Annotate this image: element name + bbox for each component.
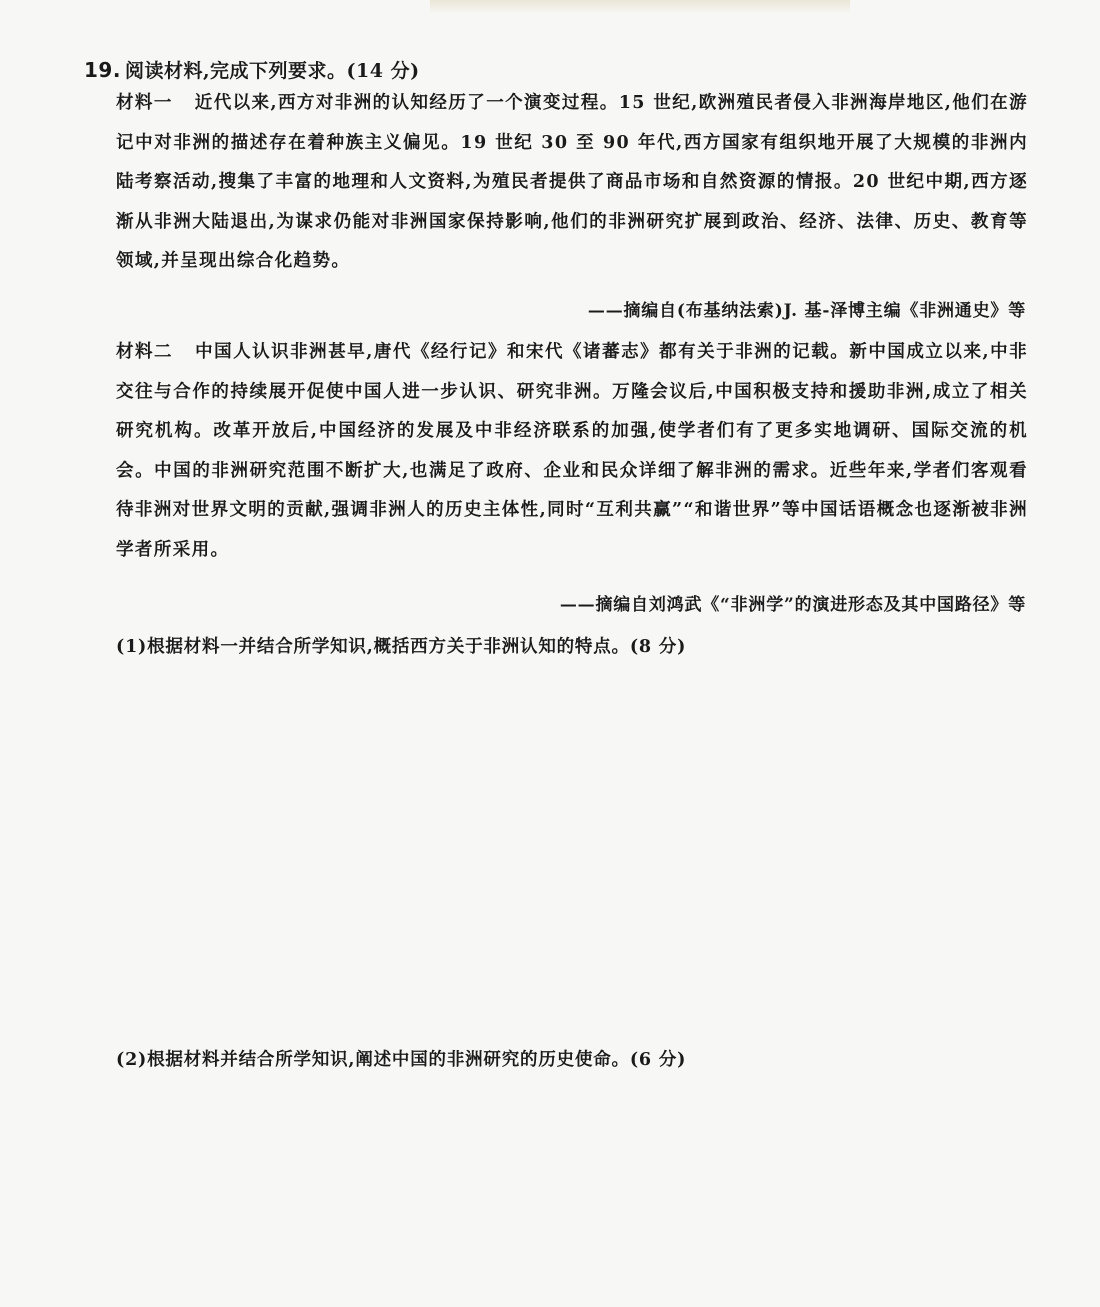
material-one	[116, 84, 1028, 282]
question-number: 19.	[84, 58, 121, 82]
subquestion-1: (1)根据材料一并结合所学知识,概括西方关于非洲认知的特点。(8 分)	[116, 637, 687, 657]
answer-area-1[interactable]	[116, 670, 1028, 1030]
question-header	[84, 56, 420, 83]
answer-area-2[interactable]	[116, 1085, 1028, 1285]
material-two	[116, 333, 1028, 570]
material-two-label: 材料二	[116, 342, 174, 362]
question-prompt: 阅读材料,完成下列要求。(14 分)	[124, 60, 420, 82]
material-two-text: 中国人认识非洲甚早,唐代《经行记》和宋代《诸蕃志》都有关于非洲的记载。新中国成立以来,中非交往与合作的持续展开促使中国人进一步认识、研究非洲。万隆会议后,中国积极支持和援助非洲,成立了相关研究机构。改革开放后,中国经济的发展及中非经济联系的加强,使学者们有了更多实地调研、国际交流的机会。中国的非洲研究范围不断扩大,也满足了政府、企业和民众详细了解非洲的需求。近些年来,学者们客观看待非洲对世界文明的贡献,强调非洲人的历史主体性,同时“互利共赢”“和谐世界”等中国话语概念也逐渐被非洲学者所采用。	[116, 342, 1028, 560]
subquestion-2: (2)根据材料并结合所学知识,阐述中国的非洲研究的历史使命。(6 分)	[116, 1050, 687, 1070]
material-one-text: 近代以来,西方对非洲的认知经历了一个演变过程。15 世纪,欧洲殖民者侵入非洲海岸地区,他们在游记中对非洲的描述存在着种族主义偏见。19 世纪 30 至 90 年代,西方国家有组织地开展了大规模的非洲内陆考察活动,搜集了丰富的地理和人文资料,为殖民者提供了商品市场和自然资源的情报。20 世纪中期,西方逐渐从非洲大陆退出,为谋求仍能对非洲国家保持影响,他们的非洲研究扩展到政治、经济、法律、历史、教育等领域,并呈现出综合化趋势。	[116, 93, 1028, 271]
material-one-label: 材料一	[116, 93, 173, 113]
material-one-source: ——摘编自(布基纳法索)J. 基-泽博主编《非洲通史》等	[587, 301, 1026, 321]
material-two-source: ——摘编自刘鸿武《“非洲学”的演进形态及其中国路径》等	[559, 595, 1026, 615]
